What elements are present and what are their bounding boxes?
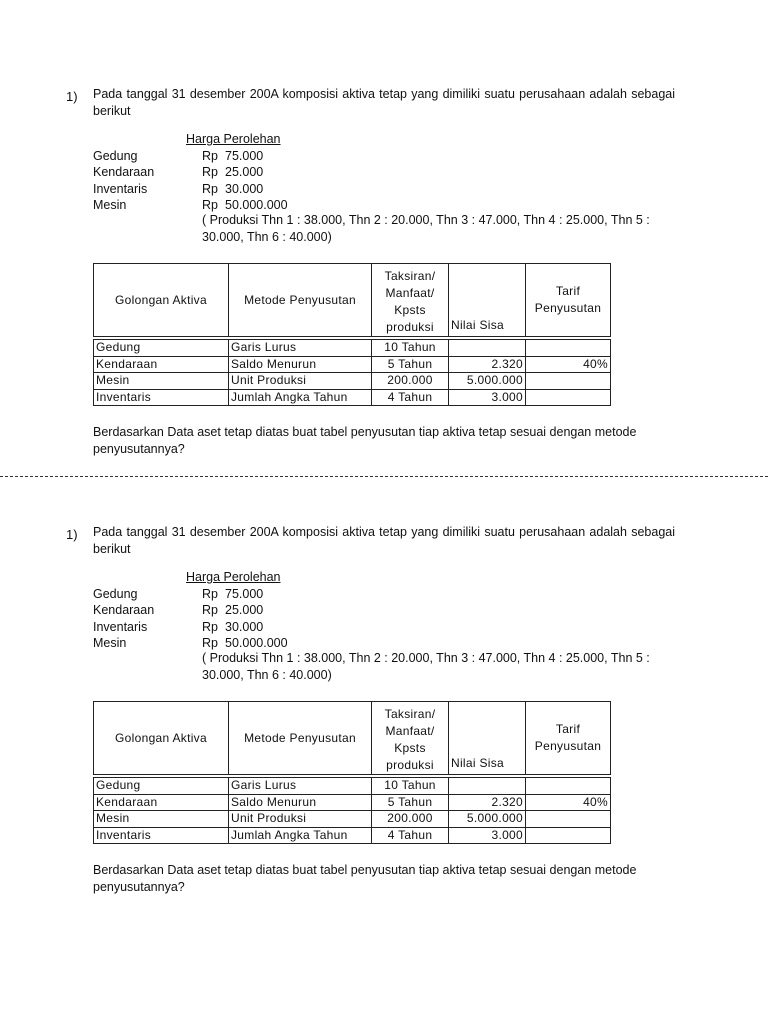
asset-name: Mesin	[93, 197, 127, 212]
table-row	[94, 776, 611, 794]
asset-name: Kendaraan	[93, 603, 155, 618]
cell-metode: Saldo Menurun	[229, 356, 372, 373]
asset-value: 75.000	[225, 587, 264, 601]
cell-tarif	[526, 389, 611, 406]
cell-tarif	[526, 373, 611, 390]
table-row	[94, 811, 611, 828]
header-metode-penyusutan: Metode Penyusutan	[229, 264, 372, 339]
cell-metode: Unit Produksi	[229, 811, 372, 828]
header-metode-penyusutan: Metode Penyusutan	[229, 702, 372, 777]
asset-value: 50.000.000	[225, 635, 288, 650]
cell-tarif	[526, 776, 611, 794]
asset-value: 30.000	[225, 181, 264, 196]
asset-currency: Rp	[202, 587, 218, 601]
cell-metode: Unit Produksi	[229, 373, 372, 390]
asset-row	[93, 635, 288, 651]
cell-golongan: Kendaraan	[94, 356, 229, 373]
cell-nilai-sisa	[449, 338, 526, 356]
header-tarif-penyusutan: Tarif Penyusutan	[526, 702, 611, 777]
cell-golongan: Gedung	[94, 338, 229, 356]
cell-nilai-sisa	[449, 776, 526, 794]
asset-value: 25.000	[225, 165, 264, 180]
harga-perolehan-label: Harga Perolehan	[186, 132, 281, 146]
table-row	[94, 373, 611, 390]
table-header-row	[94, 702, 611, 777]
cell-tarif	[526, 827, 611, 844]
asset-row	[93, 181, 288, 197]
header-golongan-aktiva: Golongan Aktiva	[94, 264, 229, 339]
header-taksiran: Taksiran/ Manfaat/ Kpsts produksi	[372, 702, 449, 777]
asset-row	[93, 148, 288, 164]
production-note: ( Produksi Thn 1 : 38.000, Thn 2 : 20.000, Thn 3 : 47.000, Thn 4 : 25.000, Thn 5 : 30.000, Thn 6 : 40.000)	[202, 213, 650, 244]
cell-taksiran: 4 Tahun	[372, 389, 449, 406]
cell-taksiran: 10 Tahun	[372, 338, 449, 356]
asset-name: Gedung	[93, 587, 138, 601]
asset-value: 30.000	[225, 619, 264, 634]
asset-currency: Rp	[202, 619, 218, 634]
asset-name: Mesin	[93, 635, 127, 650]
cell-tarif: 40%	[526, 794, 611, 811]
asset-name: Gedung	[93, 149, 138, 163]
table-row	[94, 338, 611, 356]
problem-question: Berdasarkan Data aset tetap diatas buat tabel penyusutan tiap aktiva tetap sesuai dengan metode penyusutannya?	[93, 863, 637, 894]
cell-taksiran: 200.000	[372, 811, 449, 828]
asset-row	[93, 602, 288, 618]
asset-currency: Rp	[202, 181, 218, 196]
cell-metode: Jumlah Angka Tahun	[229, 827, 372, 844]
cell-taksiran: 200.000	[372, 373, 449, 390]
header-nilai-sisa: Nilai Sisa	[449, 702, 526, 777]
problem-question: Berdasarkan Data aset tetap diatas buat tabel penyusutan tiap aktiva tetap sesuai dengan metode penyusutannya?	[93, 425, 637, 456]
cell-tarif	[526, 338, 611, 356]
production-note: ( Produksi Thn 1 : 38.000, Thn 2 : 20.000, Thn 3 : 47.000, Thn 4 : 25.000, Thn 5 : 30.000, Thn 6 : 40.000)	[202, 651, 650, 682]
cell-nilai-sisa: 2.320	[449, 794, 526, 811]
cell-nilai-sisa: 3.000	[449, 827, 526, 844]
header-nilai-sisa: Nilai Sisa	[449, 264, 526, 339]
cell-nilai-sisa: 3.000	[449, 389, 526, 406]
harga-perolehan-label: Harga Perolehan	[186, 570, 281, 584]
problem-intro: Pada tanggal 31 desember 200A komposisi aktiva tetap yang dimiliki suatu perusahaan adalah sebagai berikut	[93, 87, 675, 118]
cell-golongan: Gedung	[94, 776, 229, 794]
cell-nilai-sisa: 2.320	[449, 356, 526, 373]
problem-intro: Pada tanggal 31 desember 200A komposisi aktiva tetap yang dimiliki suatu perusahaan adalah sebagai berikut	[93, 525, 675, 556]
cell-nilai-sisa: 5.000.000	[449, 811, 526, 828]
cell-golongan: Inventaris	[94, 827, 229, 844]
problem-number: 1)	[66, 89, 78, 104]
asset-currency: Rp	[202, 197, 218, 212]
cell-taksiran: 10 Tahun	[372, 776, 449, 794]
header-tarif-penyusutan: Tarif Penyusutan	[526, 264, 611, 339]
cell-golongan: Inventaris	[94, 389, 229, 406]
cell-golongan: Mesin	[94, 811, 229, 828]
cell-taksiran: 5 Tahun	[372, 356, 449, 373]
asset-row	[93, 164, 288, 180]
cell-golongan: Mesin	[94, 373, 229, 390]
asset-row	[93, 197, 288, 213]
asset-currency: Rp	[202, 165, 218, 180]
asset-name: Kendaraan	[93, 165, 155, 180]
cell-tarif	[526, 811, 611, 828]
header-golongan-aktiva: Golongan Aktiva	[94, 702, 229, 777]
cell-tarif: 40%	[526, 356, 611, 373]
cell-metode: Garis Lurus	[229, 338, 372, 356]
asset-list	[93, 148, 288, 213]
cell-metode: Garis Lurus	[229, 776, 372, 794]
asset-value: 50.000.000	[225, 197, 288, 212]
table-row	[94, 827, 611, 844]
asset-name: Inventaris	[93, 181, 148, 196]
header-taksiran: Taksiran/ Manfaat/ Kpsts produksi	[372, 264, 449, 339]
table-row	[94, 356, 611, 373]
dashed-divider	[0, 476, 768, 477]
table-row	[94, 794, 611, 811]
asset-value: 75.000	[225, 149, 264, 163]
cell-taksiran: 5 Tahun	[372, 794, 449, 811]
asset-currency: Rp	[202, 603, 218, 618]
depreciation-table	[93, 701, 611, 844]
table-header-row	[94, 264, 611, 339]
cell-metode: Jumlah Angka Tahun	[229, 389, 372, 406]
cell-metode: Saldo Menurun	[229, 794, 372, 811]
cell-taksiran: 4 Tahun	[372, 827, 449, 844]
cell-nilai-sisa: 5.000.000	[449, 373, 526, 390]
problem-number: 1)	[66, 527, 78, 542]
asset-list	[93, 586, 288, 651]
depreciation-table	[93, 263, 611, 406]
cell-golongan: Kendaraan	[94, 794, 229, 811]
table-row	[94, 389, 611, 406]
asset-currency: Rp	[202, 635, 218, 650]
asset-value: 25.000	[225, 603, 264, 618]
asset-currency: Rp	[202, 149, 218, 163]
asset-name: Inventaris	[93, 619, 148, 634]
asset-row	[93, 619, 288, 635]
asset-row	[93, 586, 288, 602]
